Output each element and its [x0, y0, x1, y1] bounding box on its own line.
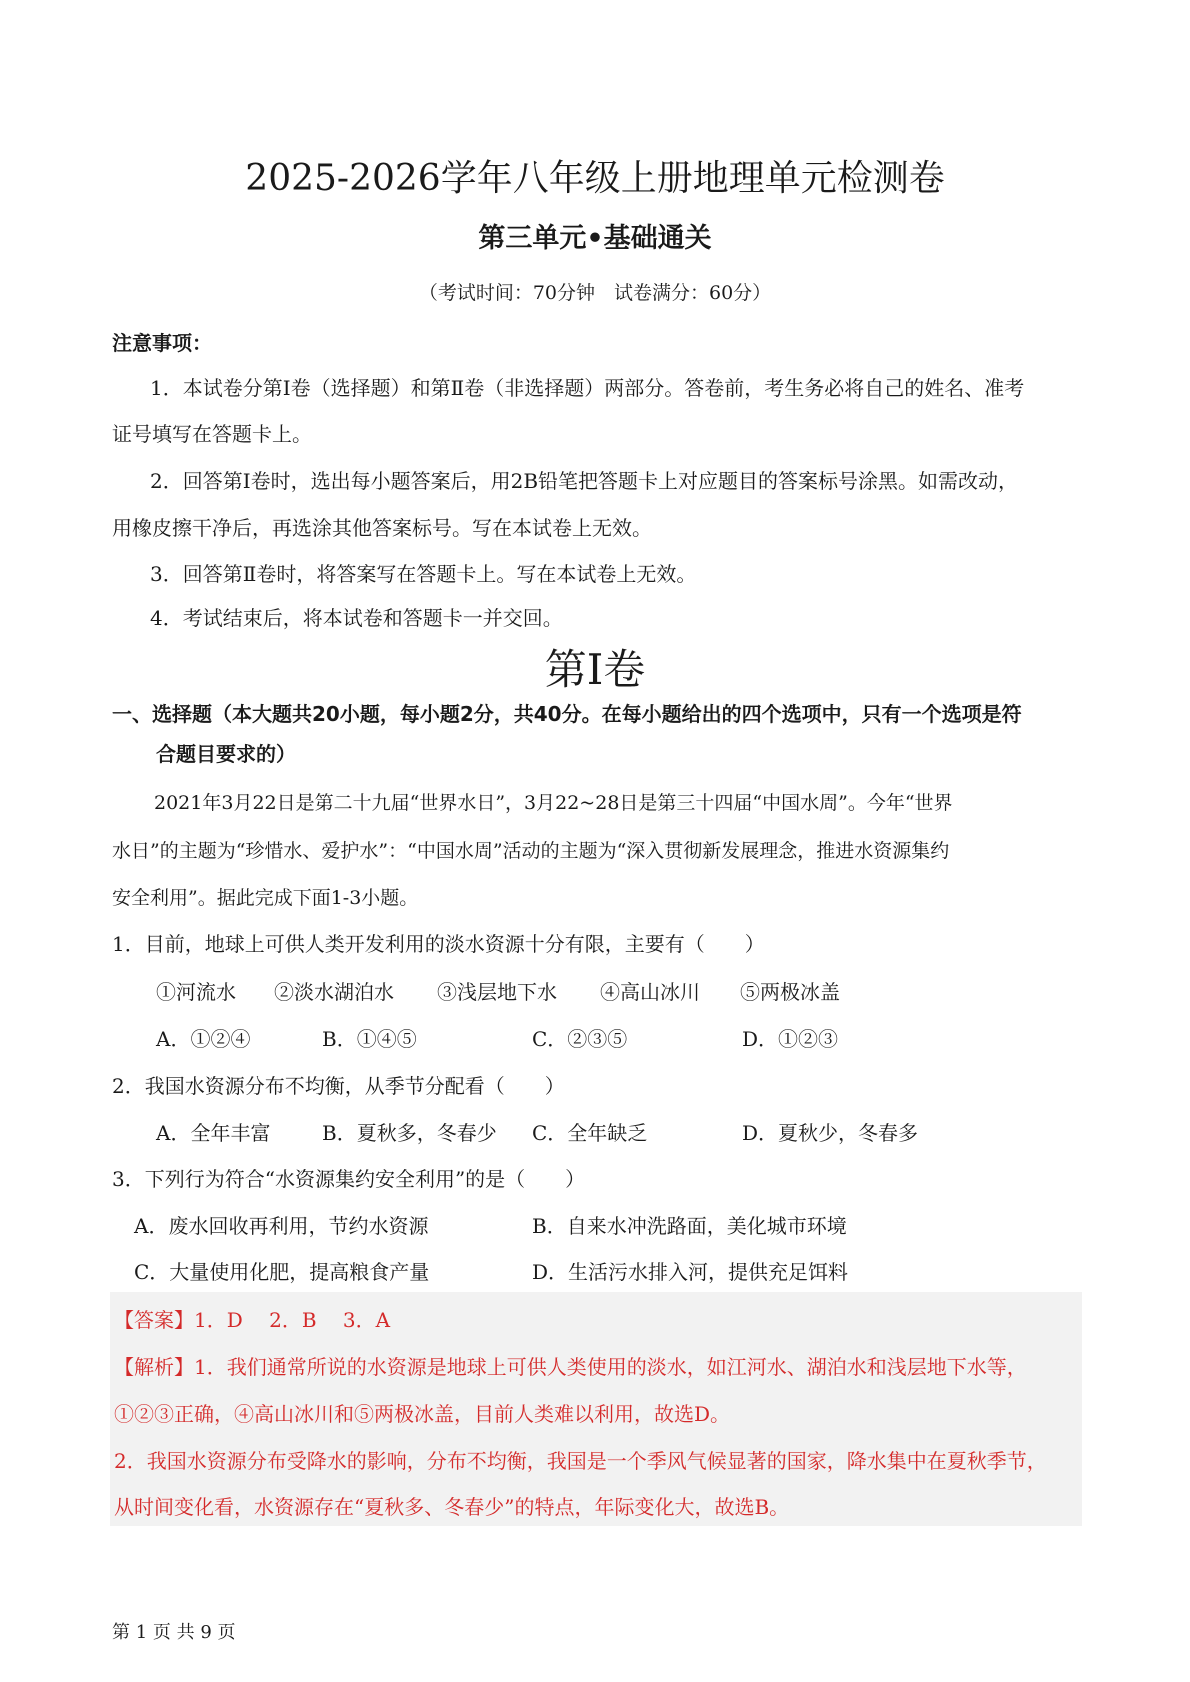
notice-heading: 注意事项： — [112, 331, 212, 355]
passage-line2: 水日”的主题为“珍惜水、爱护水”：“中国水周”活动的主题为“深入贯彻新发展理念，推进水资源集约 — [112, 840, 950, 862]
notice-item-1-line2: 证号填写在答题卡上。 — [112, 422, 312, 446]
passage-line3: 安全利用”。据此完成下面1-3小题。 — [112, 887, 419, 909]
notice-item-4: 4．考试结束后，将本试卷和答题卡一并交回。 — [150, 606, 563, 630]
q2-option-c[interactable]: C．全年缺乏 — [532, 1121, 648, 1145]
question-1-stem: 1．目前，地球上可供人类开发利用的淡水资源十分有限，主要有（ ） — [112, 932, 765, 956]
passage-line1: 2021年3月22日是第二十九届“世界水日”，3月22~28日是第三十四届“中国水周”。今年“世界 — [154, 792, 953, 814]
q1-option-d[interactable]: D．①②③ — [742, 1027, 839, 1051]
q3-option-b[interactable]: B．自来水冲洗路面，美化城市环境 — [532, 1214, 847, 1238]
analysis-line4: 从时间变化看，水资源存在“夏秋多、冬春少”的特点，年际变化大，故选B。 — [114, 1495, 790, 1519]
exam-info: （考试时间：70分钟 试卷满分：60分） — [418, 282, 772, 304]
question-3-stem: 3．下列行为符合“水资源集约安全利用”的是（ ） — [112, 1167, 586, 1191]
q3-option-c[interactable]: C．大量使用化肥，提高粮食产量 — [134, 1260, 430, 1284]
section-heading-line2: 合题目要求的） — [156, 742, 296, 766]
q2-option-b[interactable]: B．夏秋多，冬春少 — [322, 1121, 497, 1145]
q1-item-5: ⑤两极冰盖 — [740, 980, 840, 1004]
q1-option-b[interactable]: B．①④⑤ — [322, 1027, 417, 1051]
notice-item-2-line2: 用橡皮擦干净后，再选涂其他答案标号。写在本试卷上无效。 — [112, 516, 652, 540]
q2-option-a[interactable]: A．全年丰富 — [156, 1121, 271, 1145]
analysis-line1: 【解析】1．我们通常所说的水资源是地球上可供人类使用的淡水，如江河水、湖泊水和浅层地下水等， — [114, 1355, 1027, 1379]
q1-item-3: ③浅层地下水 — [437, 980, 557, 1004]
analysis-line3: 2．我国水资源分布受降水的影响，分布不均衡，我国是一个季风气候显著的国家，降水集中在夏秋季节， — [114, 1449, 1047, 1473]
q1-item-1: ①河流水 — [156, 980, 236, 1004]
volume-title: 第Ⅰ卷 — [544, 645, 646, 694]
analysis-line2: ①②③正确，④高山冰川和⑤两极冰盖，目前人类难以利用，故选D。 — [114, 1402, 731, 1426]
q1-option-a[interactable]: A．①②④ — [156, 1027, 251, 1051]
q1-item-4: ④高山冰川 — [600, 980, 700, 1004]
notice-item-2-line1: 2．回答第Ⅰ卷时，选出每小题答案后，用2B铅笔把答题卡上对应题目的答案标号涂黑。如需改动， — [150, 469, 1019, 493]
q1-item-2: ②淡水湖泊水 — [274, 980, 394, 1004]
q2-option-d[interactable]: D．夏秋少，冬春多 — [742, 1121, 919, 1145]
notice-item-1-line1: 1．本试卷分第Ⅰ卷（选择题）和第Ⅱ卷（非选择题）两部分。答卷前，考生务必将自己的姓名、准考 — [150, 376, 1025, 400]
page-title: 2025-2026学年八年级上册地理单元检测卷 — [245, 158, 945, 199]
section-heading-line1: 一、选择题（本大题共20小题，每小题2分，共40分。在每小题给出的四个选项中，只有一个选项是符 — [112, 702, 1022, 726]
page-footer: 第 1 页 共 9 页 — [112, 1622, 236, 1643]
notice-item-3: 3．回答第Ⅱ卷时，将答案写在答题卡上。写在本试卷上无效。 — [150, 562, 697, 586]
q3-option-a[interactable]: A．废水回收再利用，节约水资源 — [134, 1214, 429, 1238]
answer-line: 【答案】1．D 2．B 3．A — [114, 1308, 391, 1332]
unit-subtitle: 第三单元•基础通关 — [478, 223, 712, 254]
question-2-stem: 2．我国水资源分布不均衡，从季节分配看（ ） — [112, 1074, 565, 1098]
q1-option-c[interactable]: C．②③⑤ — [532, 1027, 628, 1051]
q3-option-d[interactable]: D．生活污水排入河，提供充足饵料 — [532, 1260, 849, 1284]
